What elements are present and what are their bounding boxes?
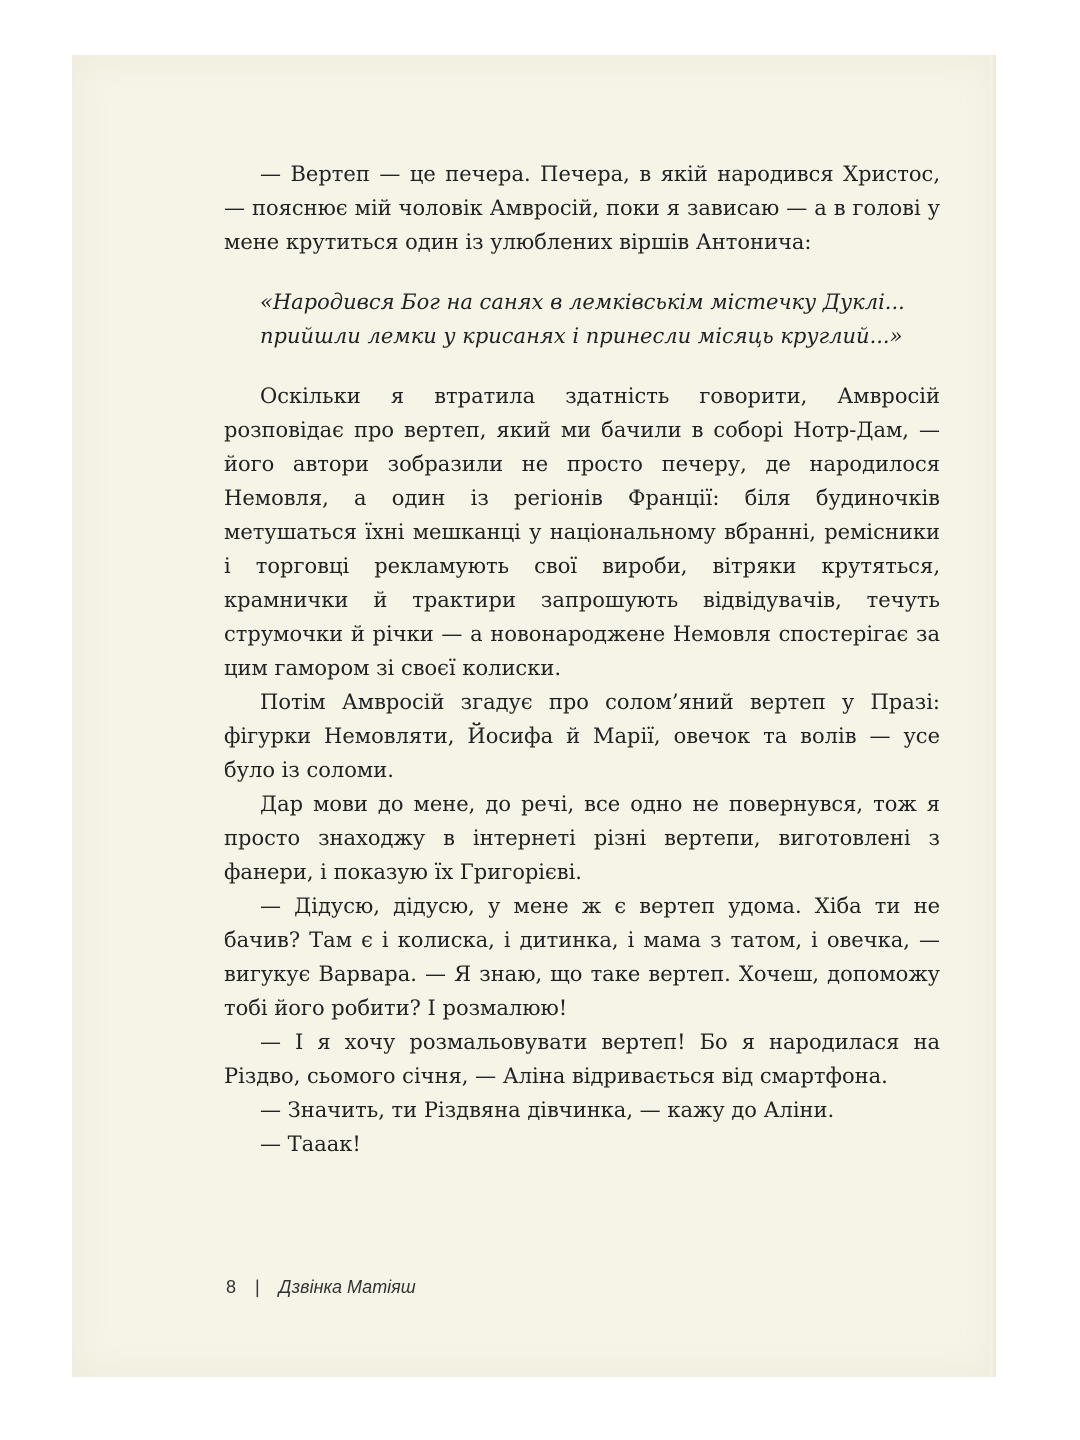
poem-line: «Народився Бог на санях в лемківськім містечку Дуклі...	[260, 290, 905, 314]
paragraph: — Дідусю, дідусю, у мене ж є вертеп удома. Хіба ти не бачив? Там є і колиска, і дитинка, і мама з татом, і овечка, — вигукує Варвара. — Я знаю, що таке вертеп. Хочеш, допоможу тобі його робити? І розмалюю!	[224, 894, 940, 1020]
paragraph: — Значить, ти Різдвяна дівчинка, — кажу до Аліни.	[260, 1098, 835, 1122]
body-text	[224, 157, 940, 1161]
paragraph: — Тааак!	[260, 1132, 361, 1156]
page-edge	[990, 55, 996, 1377]
paragraph: — І я хочу розмальовувати вертеп! Бо я народилася на Різдво, сьомого січня, — Аліна відривається від смартфона.	[224, 1030, 940, 1088]
page-number: 8	[226, 1277, 237, 1297]
paragraph: — Вертеп — це печера. Печера, в якій народився Христос, — пояснює мій чоловік Амвросій, поки я зависаю — а в голові у мене крутиться один із улюблених віршів Антонича:	[224, 162, 940, 254]
paragraph: Оскільки я втратила здатність говорити, Амвросій розповідає про вертеп, який ми бачили в соборі Нотр-Дам, — його автори зобразили не просто печеру, де народилося Немовля, а один із регіонів Франції: біля будиночків метушаться їхні мешканці у національному вбранні, ремісники і торговці рекламують свої вироби, вітряки крутяться, крамнички й трактири запрошують відвідувачів, течуть струмочки й річки — а новонароджене Немовля спостерігає за цим гамором зі своєї колиски.	[224, 384, 940, 680]
paragraph: Потім Амвросій згадує про солом’яний вертеп у Празі: фігурки Немовляти, Йосифа й Марії, овечок та волів — усе було із соломи.	[224, 690, 940, 782]
page-footer	[226, 1277, 416, 1298]
footer-separator: |	[255, 1277, 260, 1297]
poem-quote	[224, 285, 940, 353]
paragraph: Дар мови до мене, до речі, все одно не повернувся, тож я просто знаходжу в інтернеті різні вертепи, виготовлені з фанери, і показую їх Григорієві.	[224, 792, 940, 884]
running-author: Дзвінка Матіяш	[278, 1277, 416, 1297]
poem-line: прийшли лемки у крисанях і принесли місяць круглий...»	[260, 324, 903, 348]
